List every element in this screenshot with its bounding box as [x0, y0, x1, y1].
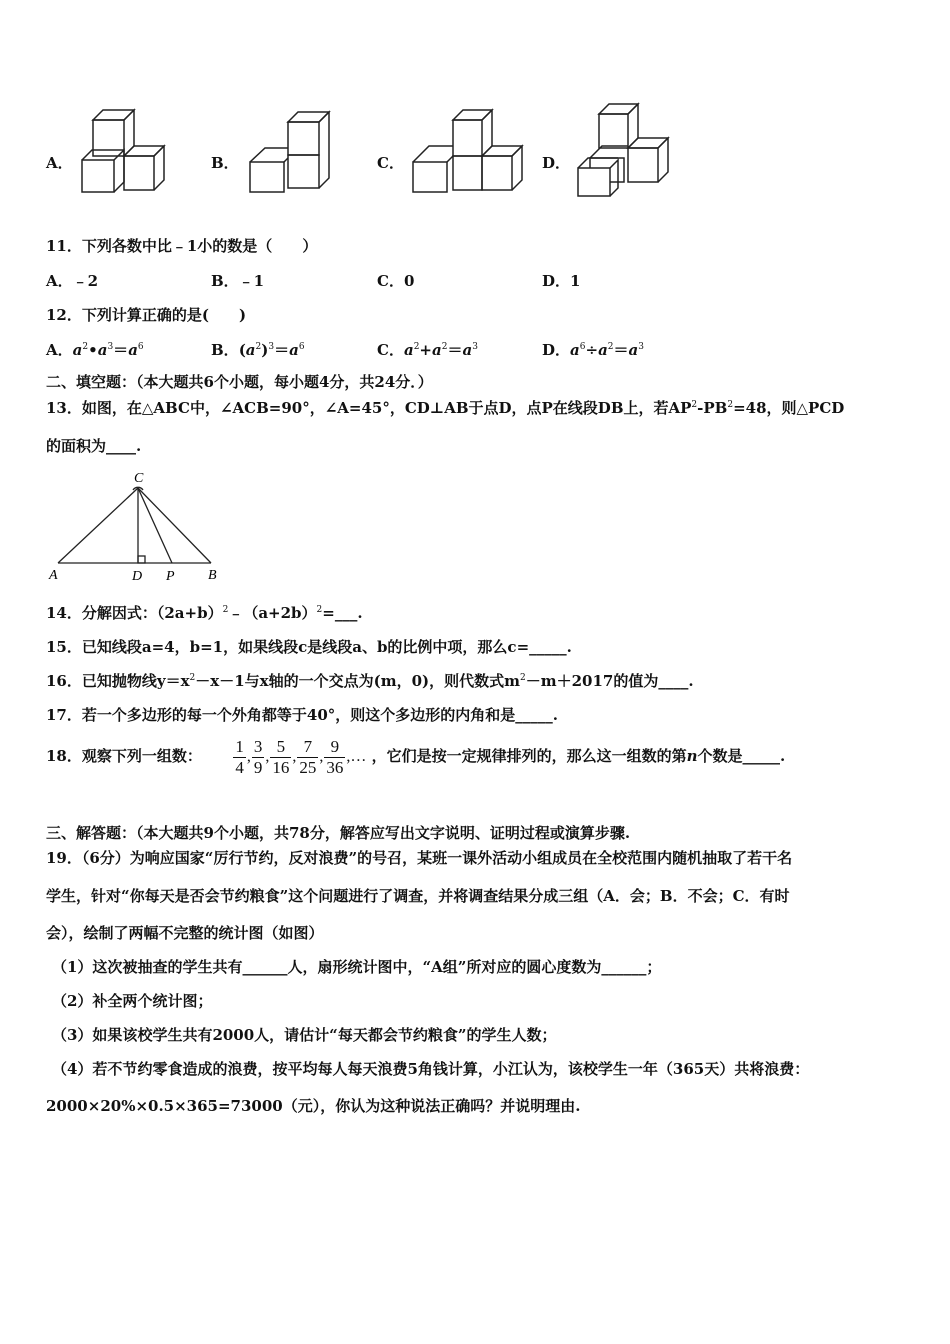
- q16-stem: 16．已知抛物线$y=x^2-x-1$与x轴的一个交点为(m，0)，则代数式$m^2-m+2017$的值为____.: [46, 672, 694, 690]
- option-a-label: A．: [46, 154, 73, 172]
- option-d-label: D．: [542, 154, 571, 172]
- q11-option-c: C．0: [377, 272, 415, 290]
- q12-stem: 12．下列计算正确的是( ): [46, 306, 247, 324]
- label-d: D: [132, 569, 143, 584]
- q19-line3: 会），绘制了两幅不完整的统计图（如图）: [46, 924, 324, 942]
- label-c: C: [134, 471, 144, 486]
- q14-stem: 14．分解因式：$(2a+b)^2﹣(a+2b)^2=\_\_\_$.: [46, 604, 363, 622]
- fraction-5: $\frac{9}{36}$: [326, 736, 344, 777]
- cube-figure-d: [572, 102, 672, 200]
- q19-sub1: （1）这次被抽查的学生共有______人，扇形统计图中，“A组”所对应的圆心度数为______；: [52, 958, 662, 976]
- option-b-label: B．: [211, 154, 239, 172]
- q19-line1: 19．（6分）为响应国家“厉行节约，反对浪费”的号召，某班一课外活动小组成员在全校范围内随机抽取了若干名: [46, 849, 793, 867]
- cube-figure-c: [408, 108, 526, 196]
- q12-option-d: D．$a^6\div a^2=a^3$: [542, 341, 645, 359]
- fraction-1: $\frac{1}{4}$: [235, 736, 244, 777]
- q19-sub4b: 2000×20%×0.5×365=73000（元），你认为这种说法正确吗？并说明理由.: [46, 1097, 581, 1115]
- option-c-label: C．: [377, 154, 404, 172]
- q11-option-a: A．﹣2: [46, 272, 99, 290]
- q19-sub2: （2）补全两个统计图；: [52, 992, 213, 1010]
- cube-figure-b: [245, 110, 335, 198]
- q11-option-d: D．1: [542, 272, 581, 290]
- section-2-heading: 二、填空题：（本大题共6个小题，每小题4分，共24分．）: [46, 373, 433, 391]
- q17-stem: 17．若一个多边形的每一个外角都等于40°，则这个多边形的内角和是_____.: [46, 706, 558, 724]
- q13-line2: 的面积为____.: [46, 437, 142, 455]
- label-p: P: [166, 569, 175, 584]
- label-b: B: [208, 568, 217, 583]
- q19-sub3: （3）如果该校学生共有2000人，请估计“每天都会节约粮食”的学生人数；: [52, 1026, 557, 1044]
- q11-option-b: B．﹣1: [211, 272, 265, 290]
- q11-stem: 11．下列各数中比﹣1小的数是（ ）: [46, 237, 318, 255]
- q12-option-a: A．$a^2•a^3=a^6$: [46, 341, 144, 359]
- fraction-3: $\frac{5}{16}$: [272, 736, 290, 777]
- cube-figure-a: [76, 108, 171, 196]
- fraction-4: $\frac{7}{25}$: [299, 736, 317, 777]
- q13-stem: 13．如图，在△ABC中，∠ACB=90°，∠A=45°，CD⊥AB于点D，点P在线段DB上，若$AP^2-PB^2=48$，则△PCD: [46, 399, 845, 417]
- label-a: A: [49, 568, 58, 583]
- q19-line2: 学生，针对“你每天是否会节约粮食”这个问题进行了调查，并将调查结果分成三组（A．会；B．不会；C．有时: [46, 887, 790, 905]
- triangle-figure: [44, 466, 224, 584]
- q12-option-b: B．$(a^2)^3=a^6$: [211, 341, 305, 359]
- q19-sub4: （4）若不节约零食造成的浪费，按平均每人每天浪费5角钱计算，小江认为，该校学生一年（365天）共将浪费：: [52, 1060, 810, 1078]
- q18-stem: 18．观察下列一组数： $\frac{1}{4}$ , $\frac{3}{9}$ , $\frac{5}{16}$ , $\frac{7}{25}$ , $\frac{9}{36}$ ,… ，它们是按一定规律排列的，那么这一组数的第n个数是_____.: [46, 736, 786, 777]
- q15-stem: 15．已知线段a=4，b=1，如果线段c是线段a、b的比例中项，那么c=_____.: [46, 638, 572, 656]
- q12-option-c: C．$a^2+a^2=a^3$: [377, 341, 478, 359]
- section-3-heading: 三、解答题：（本大题共9个小题，共78分，解答应写出文字说明、证明过程或演算步骤.: [46, 824, 631, 842]
- fraction-2: $\frac{3}{9}$: [253, 736, 263, 777]
